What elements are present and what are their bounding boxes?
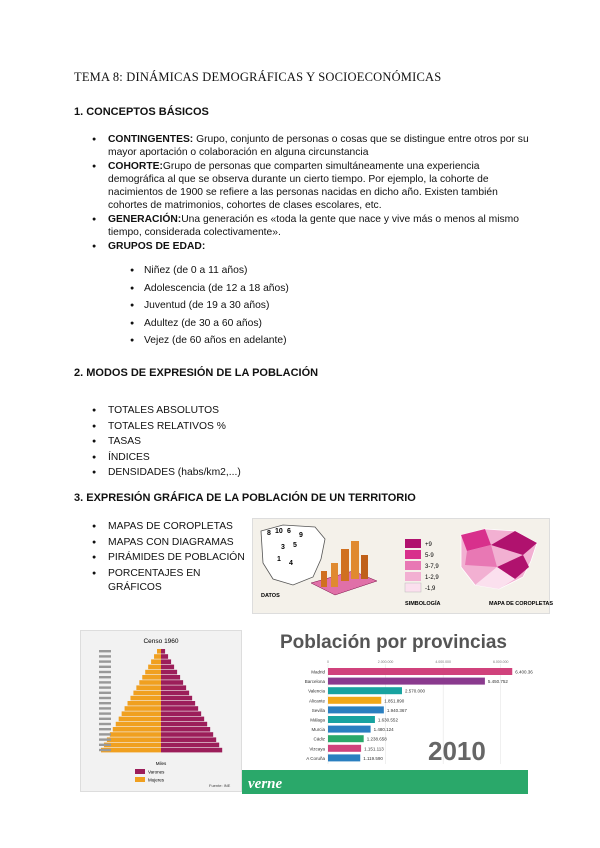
list-item: ● PORCENTAJES EN GRÁFICOS bbox=[92, 567, 252, 596]
pyramid-age-tick bbox=[99, 660, 111, 662]
expression-modes-list bbox=[92, 404, 532, 482]
pyramid-bar-left bbox=[107, 737, 161, 742]
pyramid-age-tick bbox=[99, 749, 111, 751]
pyramid-bar-right bbox=[161, 680, 183, 685]
category-label: Sevilla bbox=[311, 707, 325, 713]
bar bbox=[328, 706, 384, 713]
legend-swatch bbox=[405, 583, 421, 592]
category-label: Málaga bbox=[310, 717, 325, 723]
pyramid-age-tick bbox=[99, 738, 111, 740]
pyramid-age-tick bbox=[99, 671, 111, 673]
bar-value-label: 1.480.124 bbox=[373, 727, 394, 733]
svg-text:10: 10 bbox=[275, 528, 283, 535]
pyramid-bar-right bbox=[161, 691, 189, 696]
bar-value-label: 1.630.552 bbox=[377, 717, 398, 723]
pyramid-bar-right bbox=[161, 722, 207, 727]
bar-value-label: 1.119.590 bbox=[363, 755, 383, 761]
pyramid-age-tick bbox=[99, 697, 111, 699]
category-label: Barcelona bbox=[304, 679, 325, 685]
list-item: ● Juventud (de 19 a 30 años) bbox=[130, 298, 430, 315]
legend-label: +9 bbox=[425, 542, 432, 548]
pyramid-bar-left bbox=[157, 649, 161, 654]
pyramid-age-tick bbox=[99, 692, 111, 694]
pyramid-age-tick bbox=[99, 702, 111, 704]
brand-strip bbox=[242, 770, 528, 794]
svg-text:5: 5 bbox=[293, 542, 297, 549]
choropleth-map-image bbox=[253, 519, 554, 613]
pyramid-bar-left bbox=[133, 691, 161, 696]
pyramid-age-tick bbox=[99, 723, 111, 725]
map-label-choropleth: MAPA DE COROPLETAS bbox=[489, 601, 554, 607]
chart-year: 2010 bbox=[428, 736, 486, 766]
bar bbox=[328, 678, 485, 685]
population-bar-chart-figure bbox=[242, 626, 533, 794]
section-3-heading: 3. EXPRESIÓN GRÁFICA DE LA POBLACIÓN DE UN TERRITORIO bbox=[74, 492, 416, 504]
legend-label: 3-7,9 bbox=[425, 564, 439, 570]
pyramid-bar-right bbox=[161, 665, 174, 670]
pyramid-bar-right bbox=[161, 701, 195, 706]
chart-title: Población por provincias bbox=[280, 632, 507, 653]
bar bbox=[328, 668, 512, 675]
bar bbox=[328, 735, 364, 742]
bar-value-label: 1.940.367 bbox=[386, 707, 407, 713]
bar bbox=[328, 745, 361, 752]
section-1-heading: 1. CONCEPTOS BÁSICOS bbox=[74, 106, 209, 118]
pyramid-legend: Varones bbox=[148, 769, 165, 775]
pyramid-bar-left bbox=[110, 732, 161, 737]
svg-text:3: 3 bbox=[281, 544, 285, 551]
section-2-heading: 2. MODOS DE EXPRESIÓN DE LA POBLACIÓN bbox=[74, 367, 319, 379]
pyramid-bar-right bbox=[161, 649, 165, 654]
list-item: ● TOTALES ABSOLUTOS bbox=[92, 404, 532, 419]
category-label: Alicante bbox=[308, 698, 325, 704]
bar-value-label: 1.238.658 bbox=[366, 736, 387, 742]
bar bbox=[328, 726, 371, 733]
legend-swatch bbox=[405, 572, 421, 581]
axis-tick-label: 2.000.000 bbox=[377, 660, 394, 664]
page-title: TEMA 8: DINÁMICAS DEMOGRÁFICAS Y SOCIOECONÓMICAS bbox=[74, 70, 442, 84]
pyramid-source: Fuente: INE bbox=[209, 783, 231, 788]
list-item: ● Niñez (de 0 a 11 años) bbox=[130, 263, 430, 280]
pyramid-xlabel: Miles bbox=[155, 761, 167, 766]
pyramid-bar-right bbox=[161, 737, 216, 742]
list-item: ● COHORTE:Grupo de personas que comparten simultáneamente una experiencia demográfica al que se observa durante un cierto tiempo. Por ejemplo, la cohorte de nacimientos de 1900 se refiere a las personas nacidas en dicho año. Existen también cohortes de matrimonios, cohortes de clases escolares, etc. bbox=[92, 160, 532, 212]
population-pyramid-figure bbox=[80, 630, 242, 792]
pyramid-bar-right bbox=[161, 696, 192, 701]
pyramid-bar-right bbox=[161, 706, 198, 711]
pyramid-bar-left bbox=[104, 743, 161, 748]
list-item: ● MAPAS DE COROPLETAS bbox=[92, 520, 252, 535]
bar bbox=[328, 697, 381, 704]
bar-value-label: 6.400.36 bbox=[515, 669, 533, 675]
svg-text:9: 9 bbox=[299, 532, 303, 539]
bar-value-label: 5.450.752 bbox=[487, 679, 508, 685]
pyramid-bar-left bbox=[148, 665, 161, 670]
legend-swatch bbox=[405, 550, 421, 559]
pyramid-bar-left bbox=[119, 717, 161, 722]
pyramid-bar-left bbox=[122, 711, 161, 716]
category-label: A Coruña bbox=[306, 755, 325, 761]
pyramid-age-tick bbox=[99, 676, 111, 678]
pyramid-age-tick bbox=[99, 707, 111, 709]
pyramid-bar-right bbox=[161, 685, 186, 690]
pyramid-bar-left bbox=[136, 685, 161, 690]
pyramid-bar-right bbox=[161, 670, 177, 675]
map-label-symbology: SIMBOLOGÍA bbox=[405, 601, 441, 607]
pyramid-bar-right bbox=[161, 748, 222, 753]
axis-tick-label: 6.000.000 bbox=[492, 660, 509, 664]
pyramid-bar-left bbox=[113, 727, 161, 732]
axis-tick-label: 4.000.000 bbox=[435, 660, 451, 664]
list-item: ● GRUPOS DE EDAD: bbox=[92, 240, 532, 253]
pyramid-bar-left bbox=[154, 654, 161, 659]
population-pyramid-chart bbox=[81, 631, 241, 791]
list-item: ● GENERACIÓN:Una generación es «toda la gente que nace y vive más o menos al mismo tiempo, considerada colectivamente». bbox=[92, 213, 532, 239]
pyramid-age-tick bbox=[99, 681, 111, 683]
pyramid-legend: Mujeres bbox=[148, 777, 165, 783]
pyramid-bar-left bbox=[142, 675, 161, 680]
list-item: ● MAPAS CON DIAGRAMAS bbox=[92, 536, 252, 551]
bar-value-label: 2.570.000 bbox=[404, 688, 426, 694]
list-item: ● Vejez (de 60 años en adelante) bbox=[130, 333, 430, 350]
category-label: Vizcaya bbox=[309, 746, 325, 752]
brand-logo: verne bbox=[248, 776, 283, 792]
list-item: ● TOTALES RELATIVOS % bbox=[92, 420, 532, 435]
pyramid-bar-right bbox=[161, 732, 213, 737]
svg-text:6: 6 bbox=[287, 528, 291, 535]
population-bar-chart bbox=[242, 626, 533, 794]
legend-swatch bbox=[405, 539, 421, 548]
list-item: ● CONTINGENTES: Grupo, conjunto de personas o cosas que se distingue entre otros por su mayor aportación o colaboración en alguna circunstancia bbox=[92, 133, 532, 159]
concepts-list bbox=[92, 133, 532, 254]
pyramid-bar-right bbox=[161, 659, 171, 664]
pyramid-bar-right bbox=[161, 743, 219, 748]
pyramid-title: Censo 1960 bbox=[143, 638, 179, 645]
list-item: ● ÍNDICES bbox=[92, 451, 532, 466]
pyramid-age-tick bbox=[99, 718, 111, 720]
pyramid-bar-left bbox=[151, 659, 161, 664]
svg-text:8: 8 bbox=[267, 530, 271, 537]
pyramid-bar-left bbox=[116, 722, 161, 727]
list-item: ● Adultez (de 30 a 60 años) bbox=[130, 316, 430, 333]
pyramid-age-tick bbox=[99, 666, 111, 668]
legend-label: 1-2,9 bbox=[425, 575, 439, 581]
map-label-data: DATOS bbox=[261, 593, 280, 599]
graphic-expression-list bbox=[92, 520, 252, 597]
bar bbox=[328, 716, 375, 723]
bar-value-label: 1.851.890 bbox=[384, 698, 405, 704]
list-item: ● TASAS bbox=[92, 435, 532, 450]
age-groups-list bbox=[130, 263, 430, 351]
pyramid-bar-right bbox=[161, 675, 180, 680]
pyramid-age-tick bbox=[99, 733, 111, 735]
pyramid-bar-left bbox=[125, 706, 161, 711]
category-label: Madrid bbox=[311, 669, 325, 675]
choropleth-map-figure bbox=[252, 518, 554, 614]
bar bbox=[328, 754, 360, 761]
pyramid-bar-left bbox=[139, 680, 161, 685]
pyramid-age-tick bbox=[99, 728, 111, 730]
category-label: Murcia bbox=[311, 727, 325, 733]
pyramid-age-tick bbox=[99, 650, 111, 652]
pyramid-age-tick bbox=[99, 712, 111, 714]
category-label: Cádiz bbox=[313, 736, 325, 742]
svg-text:1: 1 bbox=[277, 556, 281, 563]
pyramid-bar-right bbox=[161, 717, 204, 722]
category-label: Valencia bbox=[308, 688, 325, 694]
legend-swatch bbox=[405, 561, 421, 570]
pyramid-age-tick bbox=[99, 655, 111, 657]
pyramid-age-tick bbox=[99, 686, 111, 688]
pyramid-bar-left bbox=[128, 701, 161, 706]
pyramid-bar-right bbox=[161, 727, 210, 732]
pyramid-bar-right bbox=[161, 654, 168, 659]
legend-label: 5-9 bbox=[425, 553, 434, 559]
pyramid-bar-right bbox=[161, 711, 201, 716]
pyramid-age-tick bbox=[99, 744, 111, 746]
bar bbox=[328, 687, 402, 694]
bar-value-label: 1.151.113 bbox=[364, 746, 384, 752]
list-item: ● PIRÁMIDES DE POBLACIÓN bbox=[92, 551, 252, 566]
list-item: ● Adolescencia (de 12 a 18 años) bbox=[130, 281, 430, 298]
pyramid-bar-left bbox=[130, 696, 161, 701]
axis-tick-label: 0 bbox=[327, 660, 329, 664]
svg-text:4: 4 bbox=[289, 560, 293, 567]
legend-label: -1,9 bbox=[425, 586, 436, 592]
pyramid-bar-left bbox=[145, 670, 161, 675]
list-item: ● DENSIDADES (habs/km2,...) bbox=[92, 466, 532, 481]
